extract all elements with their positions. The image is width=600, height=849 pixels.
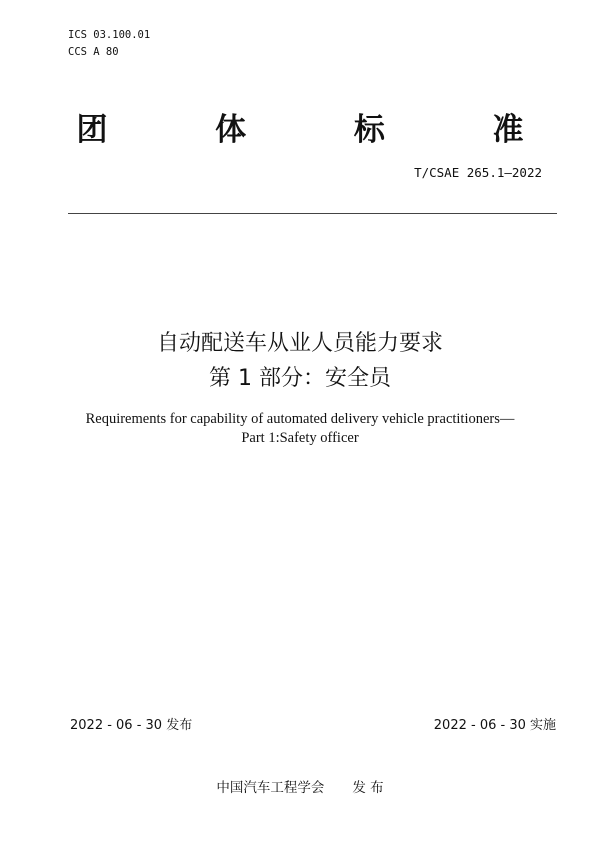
title-char-3: 标 <box>353 112 385 148</box>
english-title <box>0 410 600 448</box>
standard-type-title <box>60 104 540 149</box>
title-char-1: 团 <box>76 112 108 148</box>
publisher-line <box>0 776 600 796</box>
english-title-line-1: Requirements for capability of automated delivery vehicle practitioners— <box>85 411 515 427</box>
issue-date: 2022 - 06 - 30 发布 <box>70 718 193 733</box>
publisher-action: 发 布 <box>352 780 384 796</box>
chinese-title <box>0 326 600 396</box>
chinese-title-line-2: 第 1 部分：安全员 <box>209 366 391 391</box>
publisher-name: 中国汽车工程学会 <box>216 780 325 796</box>
header-divider <box>68 213 557 214</box>
classification-codes <box>68 27 150 61</box>
ccs-code: CCS A 80 <box>68 46 119 58</box>
title-char-2: 体 <box>215 112 247 148</box>
chinese-title-line-1: 自动配送车从业人员能力要求 <box>156 331 443 356</box>
standard-number: T/CSAE 265.1—2022 <box>414 165 542 180</box>
implementation-date: 2022 - 06 - 30 实施 <box>433 718 556 733</box>
ics-code: ICS 03.100.01 <box>68 29 151 41</box>
english-title-line-2: Part 1:Safety officer <box>241 430 359 446</box>
title-char-4: 准 <box>492 112 524 148</box>
